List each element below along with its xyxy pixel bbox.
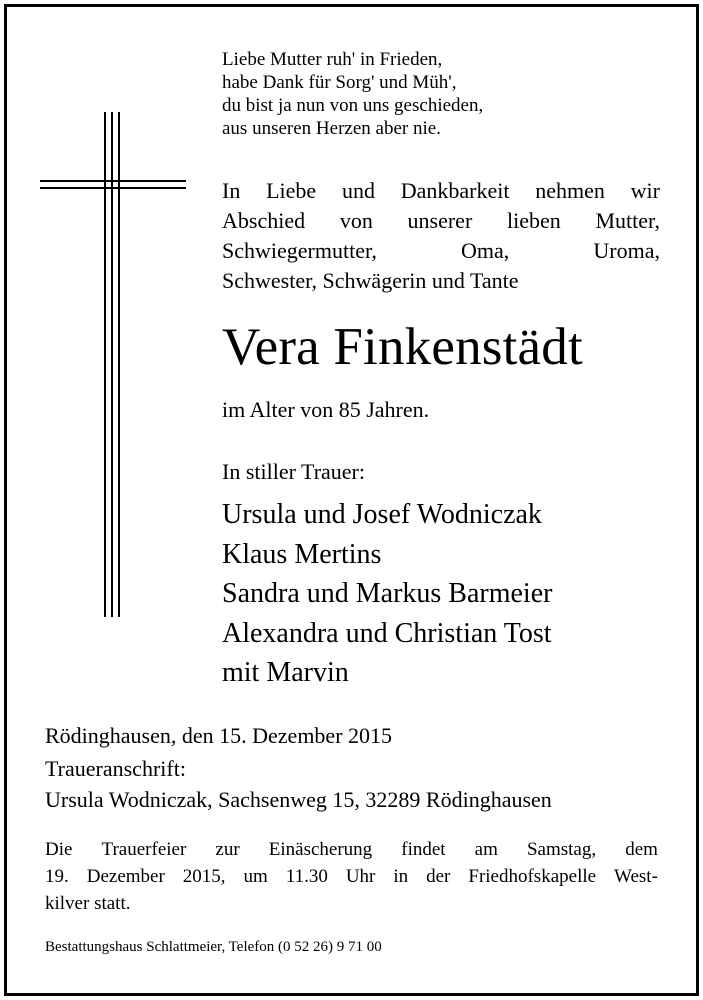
intro-line: Schwiegermutter, Oma, Uroma, [222, 238, 660, 263]
address-label: Traueranschrift: [45, 756, 186, 781]
intro-line: In Liebe und Dankbarkeit nehmen wir [222, 178, 660, 203]
place-date: Rödinghausen, den 15. Dezember 2015 [45, 723, 393, 748]
mourning-label: In stiller Trauer: [222, 459, 365, 484]
ceremony-line: 19. Dezember 2015, um 11.30 Uhr in der Friedhofskapelle West- [45, 866, 658, 887]
mourning-address: Ursula Wodniczak, Sachsenweg 15, 32289 Rödinghausen [45, 787, 552, 812]
ceremony-line: Die Trauerfeier zur Einäscherung findet am Samstag, dem [45, 839, 658, 860]
mourners-list [222, 495, 552, 693]
ceremony-line: kilver statt. [45, 893, 131, 914]
mourner: Alexandra und Christian Tost [222, 617, 552, 649]
mourner: Ursula und Josef Wodniczak [222, 499, 542, 530]
mourner: Sandra und Markus Barmeier [222, 578, 553, 609]
poem-line: habe Dank für Sorg' und Müh', [222, 72, 457, 93]
poem-line: Liebe Mutter ruh' in Frieden, [222, 49, 443, 70]
mourner: Klaus Mertins [222, 538, 382, 570]
deceased-name: Vera Finkenstädt [222, 318, 583, 376]
intro-line: Schwester, Schwägerin und Tante [222, 268, 519, 293]
poem-line: du bist ja nun von uns geschieden, [222, 95, 484, 116]
mourner: mit Marvin [222, 657, 349, 688]
poem [222, 48, 682, 140]
poem-line: aus unseren Herzen aber nie. [222, 118, 441, 139]
intro-line: Abschied von unserer lieben Mutter, [222, 208, 660, 233]
ceremony-text [45, 836, 658, 917]
cross-symbol [40, 112, 190, 617]
intro-text [222, 176, 660, 296]
funeral-home-footer: Bestattungshaus Schlattmeier, Telefon (0 52 26) 9 71 00 [45, 939, 382, 955]
age-text: im Alter von 85 Jahren. [222, 397, 430, 422]
